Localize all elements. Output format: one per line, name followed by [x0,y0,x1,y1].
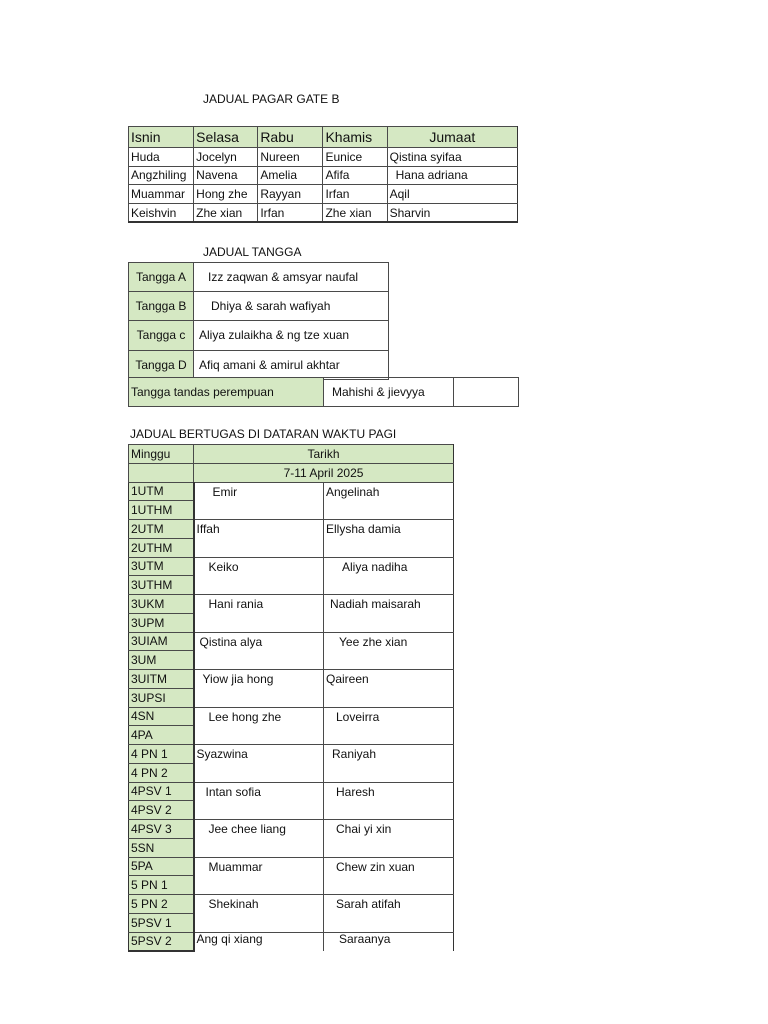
table-cell: Irfan [323,185,387,204]
table-row [129,148,518,167]
table-cell: Sharvin [387,203,517,222]
class-cell: 3UPSI [129,688,194,707]
duty-name: Saraanya [324,932,454,951]
table-row [129,350,389,379]
duty-name: Muammar [194,857,324,895]
tangga-label: Tangga tandas perempuan [129,378,324,407]
table-cell: Jocelyn [194,148,258,167]
day-header: Jumaat [387,127,517,148]
class-cell: 2UTHM [129,538,194,557]
class-cell: 3UTM [129,557,194,576]
table-row [129,263,389,292]
date-range: 7-11 April 2025 [194,463,454,482]
table-row [129,185,518,204]
class-cell: 3UM [129,651,194,670]
table-row [129,203,518,222]
duty-name: Angelinah [324,482,454,520]
duty-name: Syazwina [194,745,324,783]
col-tarikh-header: Tarikh [194,445,454,464]
duty-name: Jee chee liang [194,820,324,858]
table-row [129,895,454,914]
empty-cell [129,463,194,482]
tangga-label: Tangga D [129,350,194,379]
class-cell: 4PSV 1 [129,782,194,801]
empty-cell [454,378,519,407]
table-row [129,378,519,407]
duty-name: Loveirra [324,707,454,745]
duty-name: Ang qi xiang [194,932,324,951]
duty-name: Yiow jia hong [194,670,324,708]
gate-b-table [128,126,518,223]
tangga-names: Afiq amani & amirul akhtar [194,350,389,379]
tangga-title: JADUAL TANGGA [203,245,302,259]
col-minggu-header: Minggu [129,445,194,464]
duty-name: Emir [194,482,324,520]
table-cell: Hong zhe [194,185,258,204]
class-cell: 3UKM [129,595,194,614]
class-cell: 2UTM [129,520,194,539]
duty-name: Intan sofia [194,782,324,820]
tangga-label: Tangga A [129,263,194,292]
table-row [129,670,454,689]
table-cell: Rayyan [258,185,323,204]
class-cell: 5 PN 1 [129,876,194,895]
duty-name: Shekinah [194,895,324,933]
tangga-label: Tangga B [129,292,194,321]
table-cell: Zhe xian [194,203,258,222]
duty-name: Aliya nadiha [324,557,454,595]
class-cell: 1UTM [129,482,194,501]
duty-name: Nadiah maisarah [324,595,454,633]
dataran-title: JADUAL BERTUGAS DI DATARAN WAKTU PAGI [130,427,397,441]
day-header: Selasa [194,127,258,148]
class-cell: 3UTHM [129,576,194,595]
duty-name: Lee hong zhe [194,707,324,745]
duty-name: Haresh [324,782,454,820]
dataran-date-row [129,463,454,482]
table-row [129,292,389,321]
table-cell: Amelia [258,166,323,185]
tangga-names: Mahishi & jievyya [324,378,454,407]
table-cell: Navena [194,166,258,185]
table-cell: Keishvin [129,203,194,222]
gate-b-header-row [129,127,518,148]
dataran-header-row [129,445,454,464]
day-header: Rabu [258,127,323,148]
class-cell: 5PSV 2 [129,932,194,951]
table-row [129,932,454,951]
table-cell: Irfan [258,203,323,222]
class-cell: 4 PN 2 [129,763,194,782]
duty-name: Qistina alya [194,632,324,670]
tangga-names: Aliya zulaikha & ng tze xuan [194,321,389,350]
duty-name: Keiko [194,557,324,595]
table-row [129,782,454,801]
duty-name: Qaireen [324,670,454,708]
duty-name: Iffah [194,520,324,558]
table-row [129,482,454,501]
tangga-label: Tangga c [129,321,194,350]
table-row [129,557,454,576]
class-cell: 5SN [129,838,194,857]
gate-b-title: JADUAL PAGAR GATE B [203,92,340,106]
table-cell: Afifa [323,166,387,185]
tangga-names: Izz zaqwan & amsyar naufal [194,263,389,292]
table-cell: Zhe xian [323,203,387,222]
duty-name: Ellysha damia [324,520,454,558]
dataran-table [128,444,454,952]
duty-name: Raniyah [324,745,454,783]
table-cell: Nureen [258,148,323,167]
day-header: Isnin [129,127,194,148]
table-row [129,820,454,839]
table-cell: Qistina syifaa [387,148,517,167]
class-cell: 4PSV 3 [129,820,194,839]
tangga-names: Dhiya & sarah wafiyah [194,292,389,321]
table-row [129,520,454,539]
class-cell: 4PA [129,726,194,745]
class-cell: 3UIAM [129,632,194,651]
duty-name: Hani rania [194,595,324,633]
class-cell: 3UPM [129,613,194,632]
table-row [129,707,454,726]
duty-name: Chai yi xin [324,820,454,858]
table-cell: Eunice [323,148,387,167]
duty-name: Sarah atifah [324,895,454,933]
class-cell: 4SN [129,707,194,726]
class-cell: 3UITM [129,670,194,689]
table-row [129,595,454,614]
table-cell: Hana adriana [387,166,517,185]
table-cell: Aqil [387,185,517,204]
table-cell: Angzhiling [129,166,194,185]
duty-name: Yee zhe xian [324,632,454,670]
duty-name: Chew zin xuan [324,857,454,895]
class-cell: 4 PN 1 [129,745,194,764]
class-cell: 5PSV 1 [129,913,194,932]
class-cell: 4PSV 2 [129,801,194,820]
table-cell: Muammar [129,185,194,204]
class-cell: 5 PN 2 [129,895,194,914]
tangga-table [128,262,389,380]
table-row [129,166,518,185]
table-row [129,321,389,350]
table-row [129,632,454,651]
day-header: Khamis [323,127,387,148]
table-row [129,745,454,764]
tangga-perempuan-table [128,377,519,407]
table-cell: Huda [129,148,194,167]
class-cell: 5PA [129,857,194,876]
table-row [129,857,454,876]
class-cell: 1UTHM [129,501,194,520]
